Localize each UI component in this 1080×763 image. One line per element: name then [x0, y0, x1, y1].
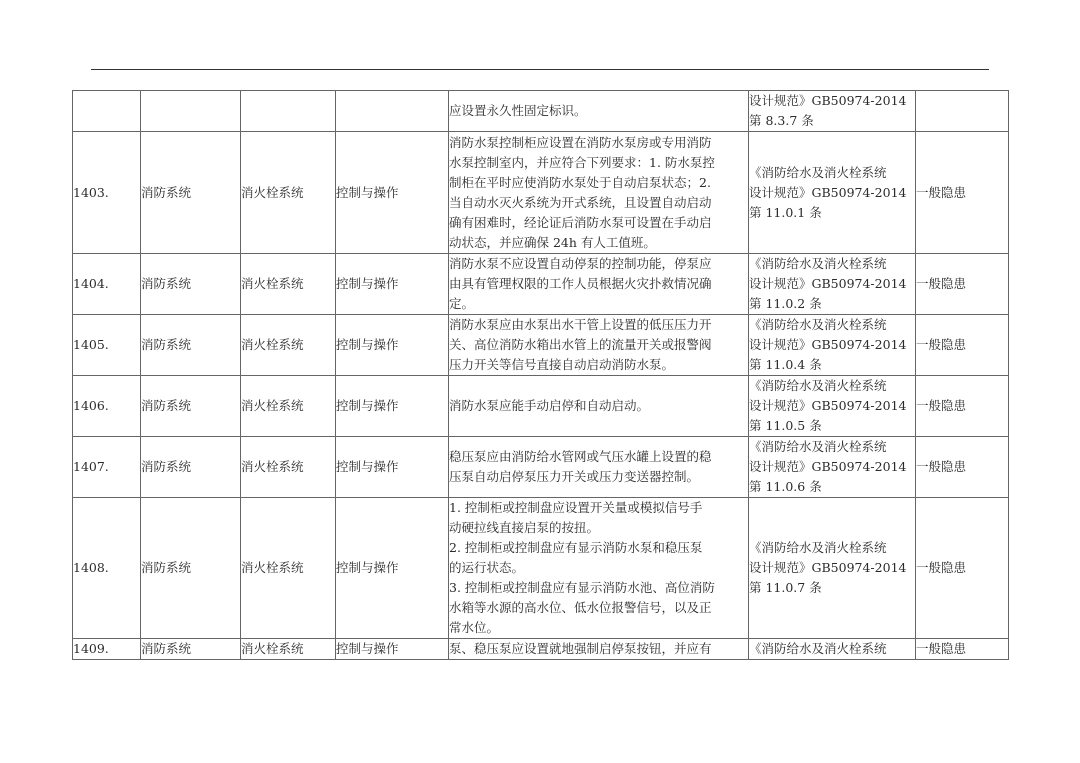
reference-cell: 《消防给水及消火栓系统 设计规范》GB50974-2014 第 11.0.6 条: [749, 437, 916, 498]
item-number: 1408.: [73, 498, 141, 639]
reference-cell: 《消防给水及消火栓系统 设计规范》GB50974-2014 第 11.0.7 条: [749, 498, 916, 639]
system-cell: [241, 91, 336, 132]
item-number: 1405.: [73, 315, 141, 376]
operation-cell: 控制与操作: [336, 498, 449, 639]
reference-cell: 《消防给水及消火栓系统 设计规范》GB50974-2014 第 11.0.4 条: [749, 315, 916, 376]
system-cell: 消火栓系统: [241, 132, 336, 254]
system-cell: 消火栓系统: [241, 498, 336, 639]
requirement-cell: 消防水泵应由水泵出水干管上设置的低压压力开 关、高位消防水箱出水管上的流量开关或报警阀 压力开关等信号直接自动启动消防水泵。: [449, 315, 749, 376]
requirement-cell: 应设置永久性固定标识。: [449, 91, 749, 132]
operation-cell: 控制与操作: [336, 639, 449, 660]
hazard-level-cell: 一般隐患: [916, 639, 1009, 660]
operation-cell: 控制与操作: [336, 437, 449, 498]
requirement-cell: 消防水泵不应设置自动停泵的控制功能，停泵应 由具有管理权限的工作人员根据火灾扑救情况确 定。: [449, 254, 749, 315]
category-cell: [141, 91, 241, 132]
item-number: 1409.: [73, 639, 141, 660]
category-cell: 消防系统: [141, 132, 241, 254]
table-row: [73, 639, 1009, 660]
item-number: [73, 91, 141, 132]
requirement-cell: 消防水泵应能手动启停和自动启动。: [449, 376, 749, 437]
item-number: 1407.: [73, 437, 141, 498]
table-row: [73, 254, 1009, 315]
item-number: 1404.: [73, 254, 141, 315]
hazard-level-cell: [916, 91, 1009, 132]
item-number: 1406.: [73, 376, 141, 437]
table-row: [73, 376, 1009, 437]
hazard-level-cell: 一般隐患: [916, 132, 1009, 254]
hazard-standards-table: [72, 90, 1009, 660]
system-cell: 消火栓系统: [241, 376, 336, 437]
operation-cell: 控制与操作: [336, 132, 449, 254]
operation-cell: [336, 91, 449, 132]
hazard-level-cell: 一般隐患: [916, 315, 1009, 376]
hazard-level-cell: 一般隐患: [916, 498, 1009, 639]
table-row: [73, 91, 1009, 132]
operation-cell: 控制与操作: [336, 376, 449, 437]
hazard-level-cell: 一般隐患: [916, 376, 1009, 437]
hazard-level-cell: 一般隐患: [916, 437, 1009, 498]
category-cell: 消防系统: [141, 254, 241, 315]
requirement-cell: 消防水泵控制柜应设置在消防水泵房或专用消防 水泵控制室内，并应符合下列要求：1. 防水泵控 制柜在平时应使消防水泵处于自动启泵状态；2. 当自动水灭火系统为开式系统，且设置自动启动 确有困难时，经论证后消防水泵可设置在手动启 动状态，并应确保 24h 有人工值班。: [449, 132, 749, 254]
system-cell: 消火栓系统: [241, 437, 336, 498]
table-row: [73, 315, 1009, 376]
hazard-level-cell: 一般隐患: [916, 254, 1009, 315]
page-header-rule: [91, 69, 989, 70]
operation-cell: 控制与操作: [336, 254, 449, 315]
requirement-cell: 稳压泵应由消防给水管网或气压水罐上设置的稳 压泵自动启停泵压力开关或压力变送器控制。: [449, 437, 749, 498]
system-cell: 消火栓系统: [241, 254, 336, 315]
category-cell: 消防系统: [141, 315, 241, 376]
system-cell: 消火栓系统: [241, 315, 336, 376]
reference-cell: 设计规范》GB50974-2014 第 8.3.7 条: [749, 91, 916, 132]
category-cell: 消防系统: [141, 498, 241, 639]
reference-cell: 《消防给水及消火栓系统: [749, 639, 916, 660]
requirement-cell: 泵、稳压泵应设置就地强制启停泵按钮，并应有: [449, 639, 749, 660]
category-cell: 消防系统: [141, 437, 241, 498]
system-cell: 消火栓系统: [241, 639, 336, 660]
item-number: 1403.: [73, 132, 141, 254]
category-cell: 消防系统: [141, 639, 241, 660]
table-row: [73, 498, 1009, 639]
table-row: [73, 132, 1009, 254]
reference-cell: 《消防给水及消火栓系统 设计规范》GB50974-2014 第 11.0.1 条: [749, 132, 916, 254]
category-cell: 消防系统: [141, 376, 241, 437]
reference-cell: 《消防给水及消火栓系统 设计规范》GB50974-2014 第 11.0.2 条: [749, 254, 916, 315]
requirement-cell: 1. 控制柜或控制盘应设置开关量或模拟信号手 动硬拉线直接启泵的按扭。 2. 控制柜或控制盘应有显示消防水泵和稳压泵 的运行状态。 3. 控制柜或控制盘应有显示消防水池、高位消防 水箱等水源的高水位、低水位报警信号，以及正 常水位。: [449, 498, 749, 639]
reference-cell: 《消防给水及消火栓系统 设计规范》GB50974-2014 第 11.0.5 条: [749, 376, 916, 437]
table-row: [73, 437, 1009, 498]
operation-cell: 控制与操作: [336, 315, 449, 376]
